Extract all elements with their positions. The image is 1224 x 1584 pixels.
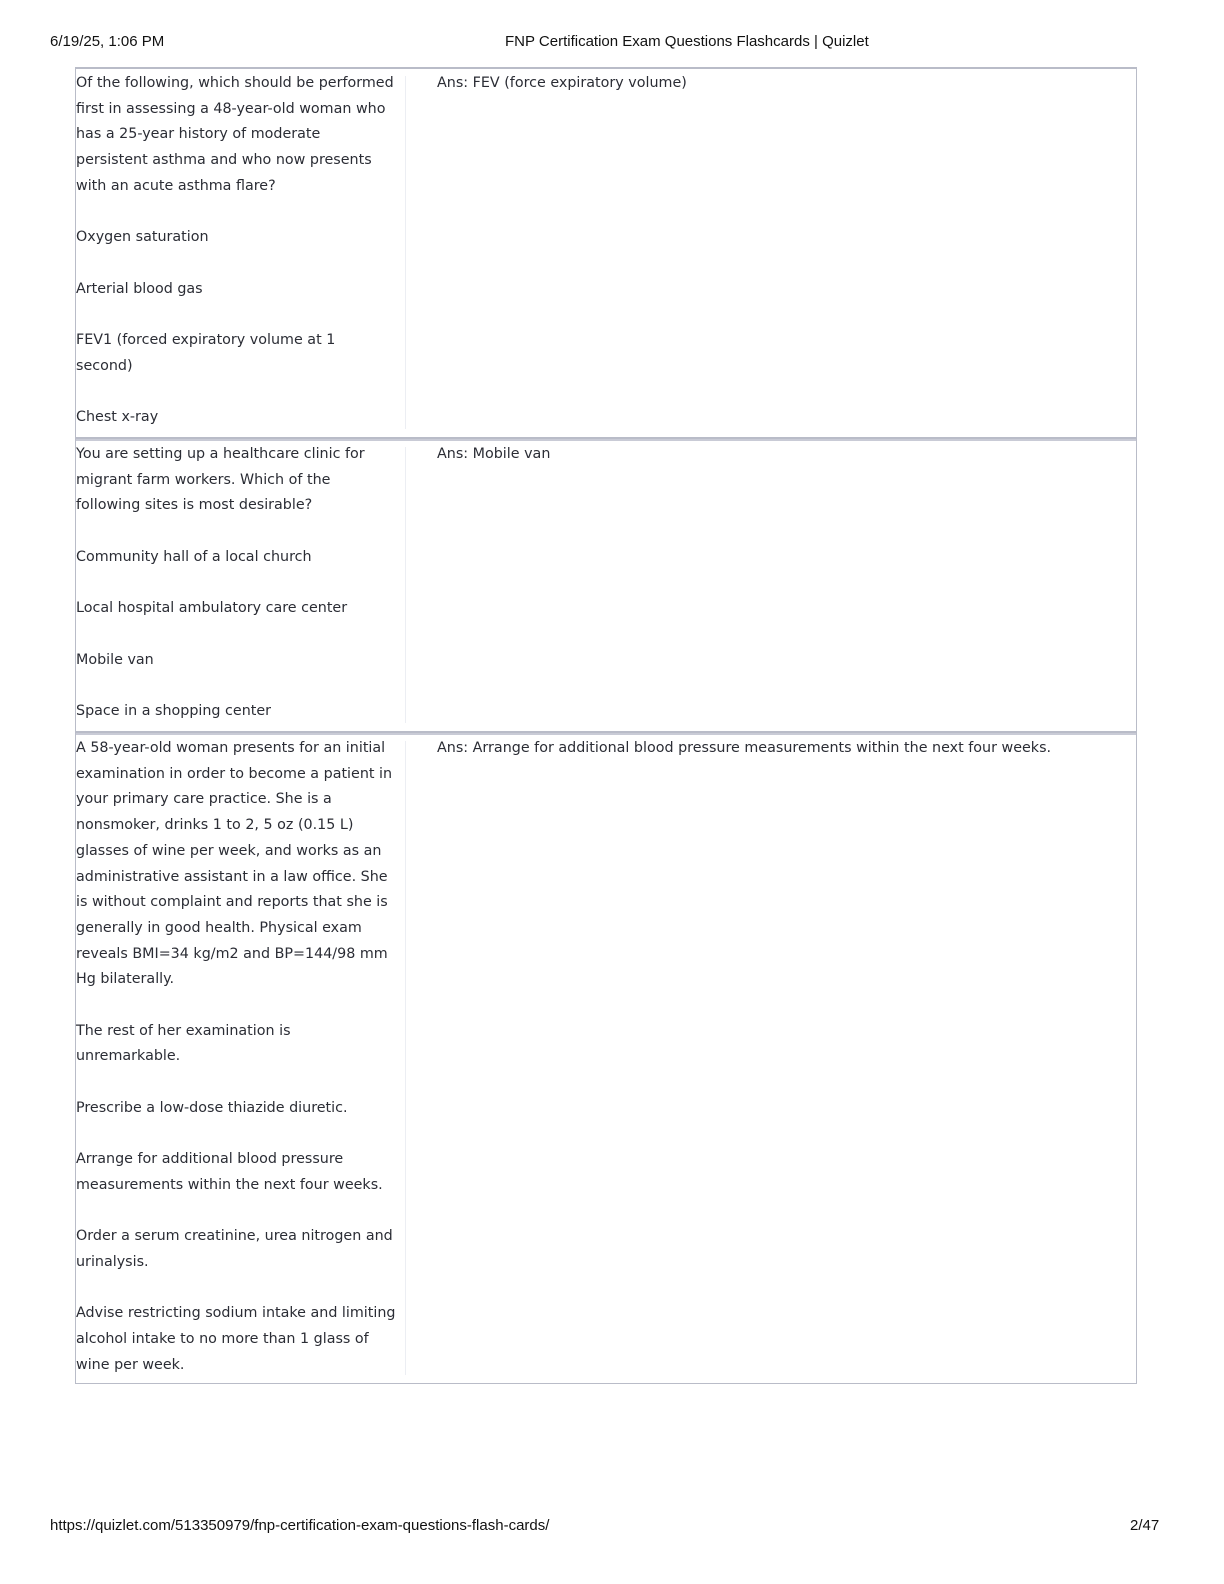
question-option: Advise restricting sodium intake and limiting alcohol intake to no more than 1 glass of wine per week. — [76, 1305, 396, 1373]
question-option: Local hospital ambulatory care center — [76, 600, 348, 617]
flashcard — [75, 732, 1137, 1384]
column-divider — [405, 741, 406, 1375]
question-option: Space in a shopping center — [76, 702, 272, 719]
question-option: Community hall of a local church — [76, 548, 312, 565]
question-option: Arrange for additional blood pressure measurements within the next four weeks. — [76, 1151, 383, 1193]
question-stem: A 58-year-old woman presents for an initial examination in order to become a patient in your primary care practice. She is a nonsmoker, drinks 1 to 2, 5 oz (0.15 L) glasses of wine per week, and works as an administrative assistant in a law office. She is without complaint and reports that she is generally in good health. Physical exam reveals BMI=34 kg/m2 and BP=144/98 mm Hg bilaterally. — [76, 740, 393, 988]
column-divider — [405, 447, 406, 723]
flashcard-question — [76, 736, 396, 1379]
flashcard-answer: Ans: FEV (force expiratory volume) — [437, 75, 687, 91]
flashcard-question — [76, 71, 396, 431]
question-option: Chest x-ray — [76, 409, 159, 426]
question-option: Oxygen saturation — [76, 229, 209, 246]
print-datetime: 6/19/25, 1:06 PM — [50, 33, 165, 50]
question-stem: You are setting up a healthcare clinic for migrant farm workers. Which of the following sites is most desirable? — [76, 446, 365, 514]
flashcard-answer: Ans: Mobile van — [437, 446, 551, 462]
column-divider — [405, 76, 406, 429]
question-option: Prescribe a low-dose thiazide diuretic. — [76, 1099, 348, 1116]
page-title: FNP Certification Exam Questions Flashcards | Quizlet — [505, 33, 869, 50]
question-option: Mobile van — [76, 651, 154, 668]
flashcard — [75, 438, 1137, 732]
question-option: FEV1 (forced expiratory volume at 1 second) — [76, 331, 336, 374]
question-option: Order a serum creatinine, urea nitrogen and urinalysis. — [76, 1228, 393, 1270]
flashcard — [75, 67, 1137, 438]
question-stem: Of the following, which should be performed first in assessing a 48-year-old woman who has a 25-year history of moderate persistent asthma and who now presents with an acute asthma flare? — [76, 75, 394, 194]
flashcard-answer: Ans: Arrange for additional blood pressure measurements within the next four weeks. — [437, 740, 1052, 756]
flashcard-question — [76, 442, 396, 725]
question-stem: The rest of her examination is unremarkable. — [76, 1022, 291, 1065]
page-number: 2/47 — [1130, 1517, 1160, 1534]
question-option: Arterial blood gas — [76, 280, 203, 297]
page-url: https://quizlet.com/513350979/fnp-certification-exam-questions-flash-cards/ — [50, 1517, 550, 1534]
